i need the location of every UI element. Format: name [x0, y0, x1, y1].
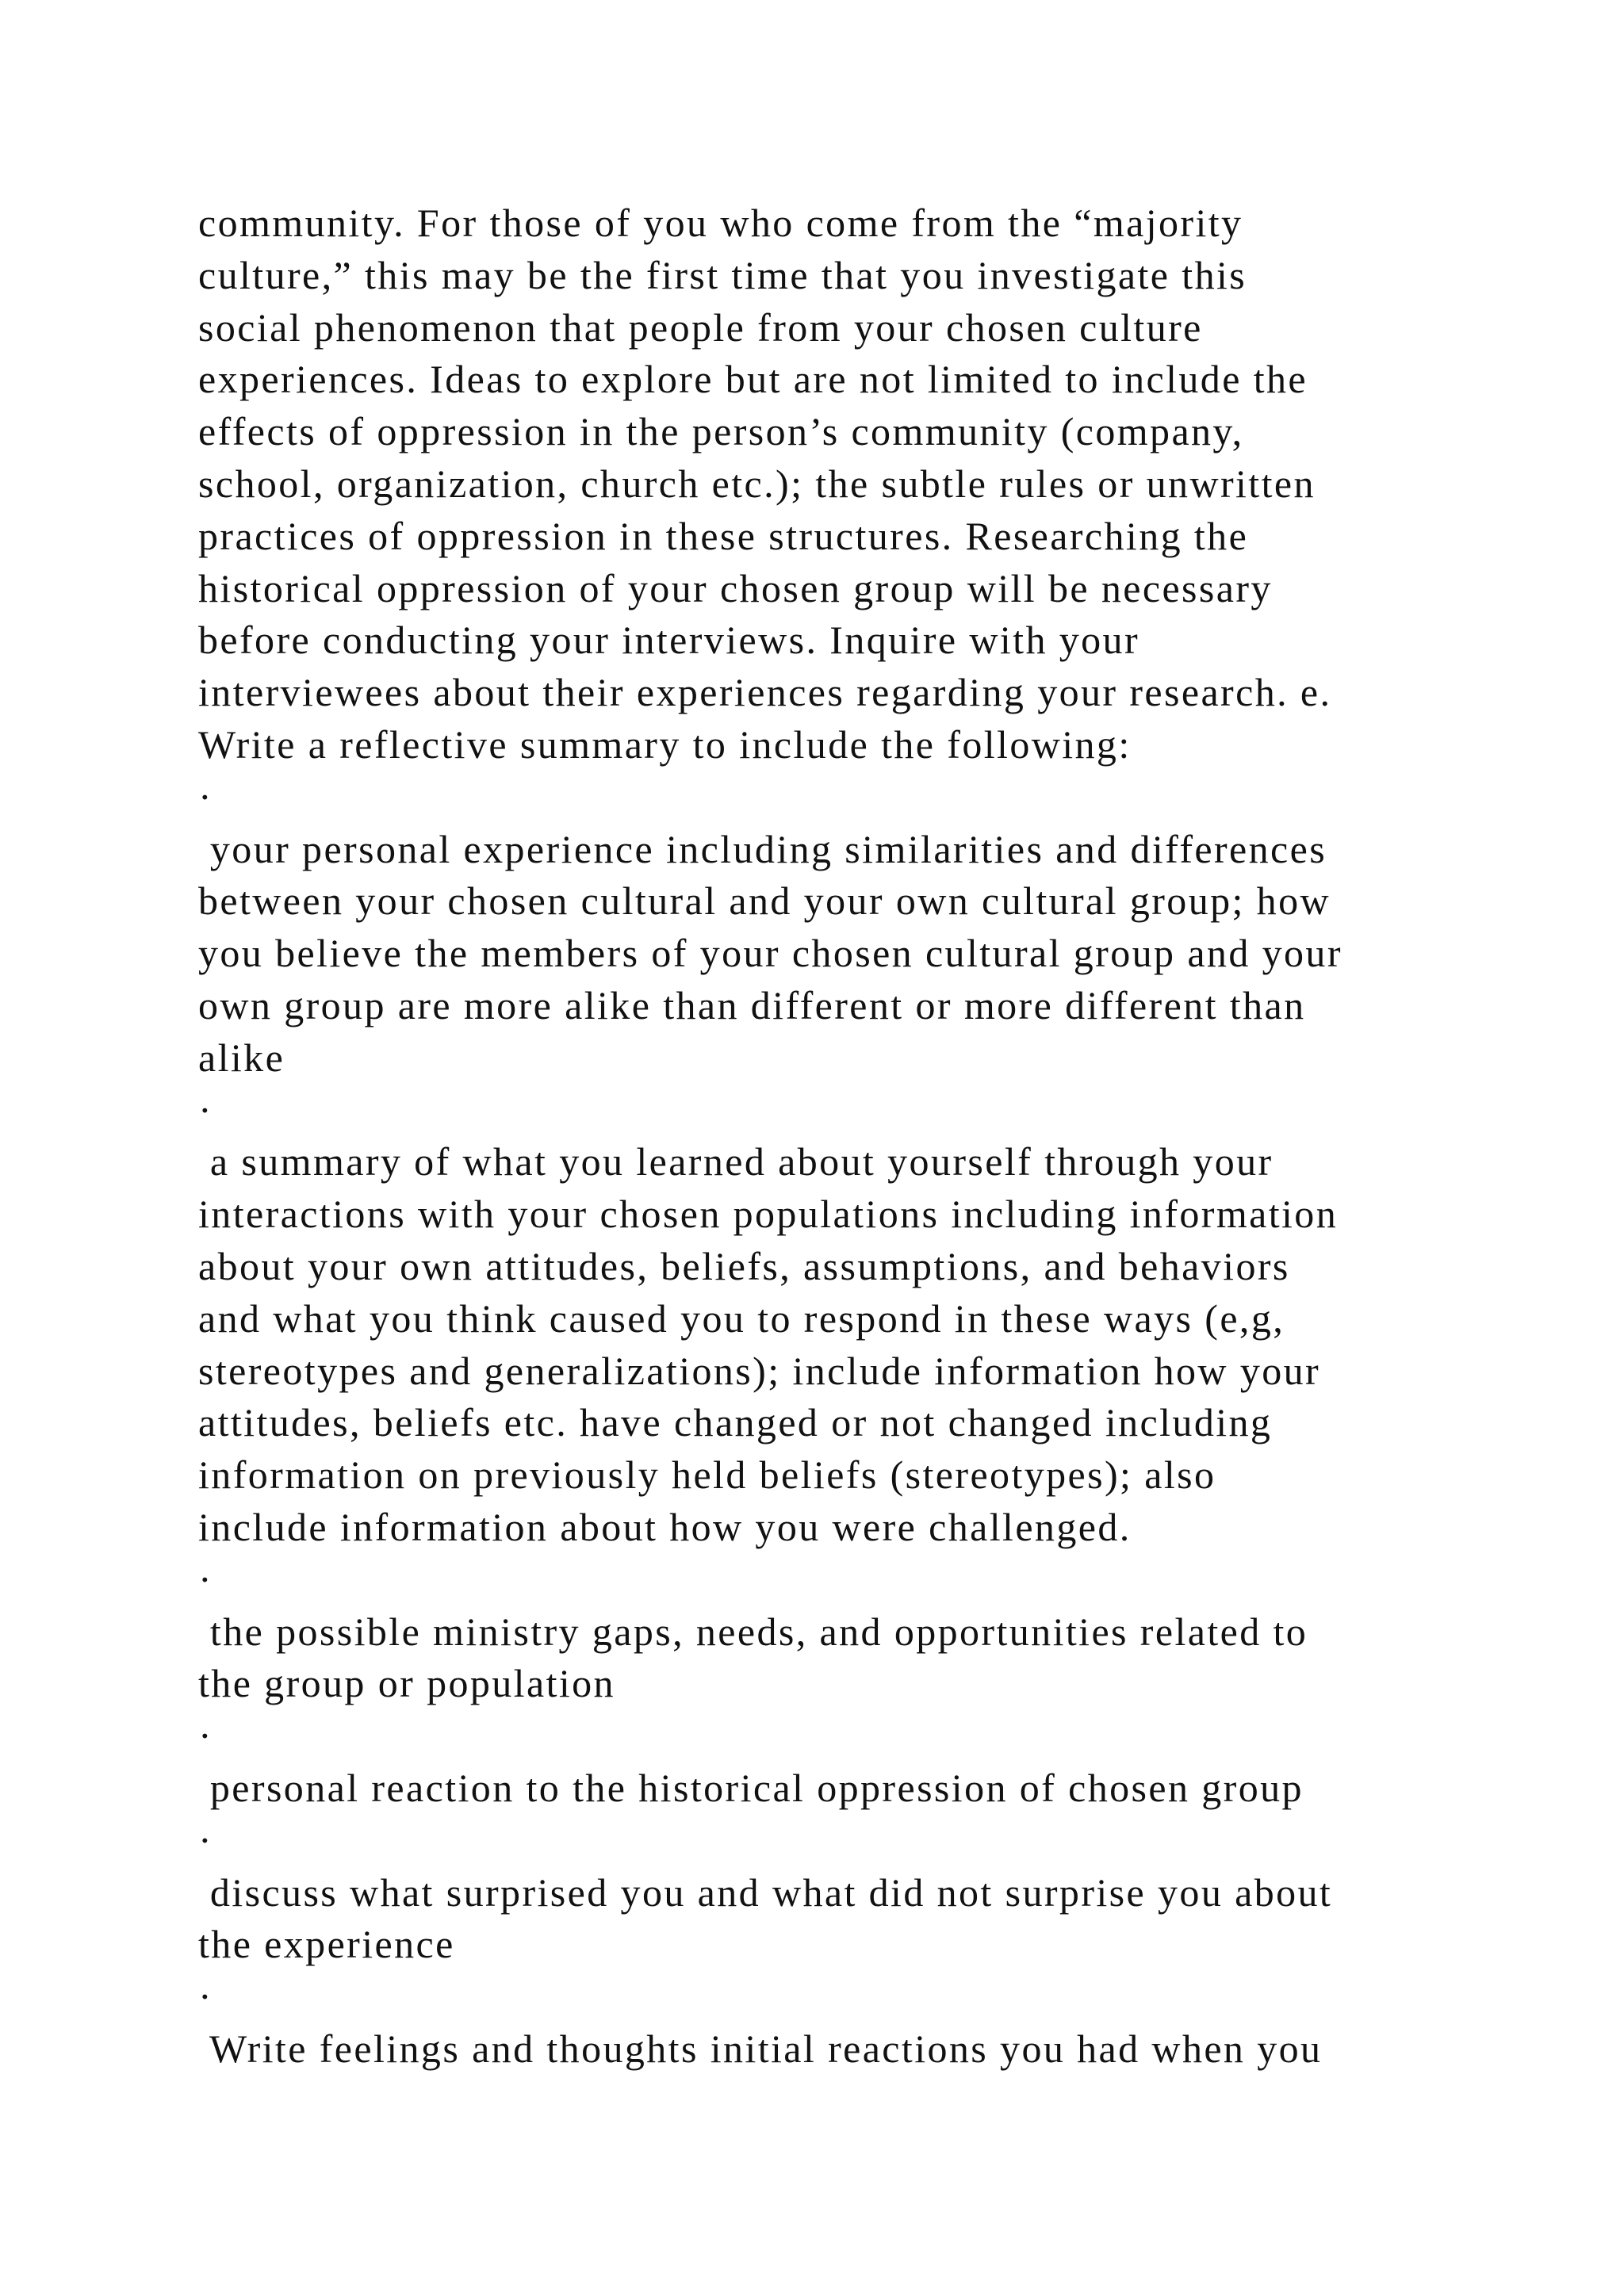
- text-line: before conducting your interviews. Inquire with your: [198, 618, 1140, 663]
- document-body: [198, 197, 1546, 2076]
- bullet-marker: ·: [198, 1087, 214, 1132]
- text-line: the possible ministry gaps, needs, and opportunities related to: [198, 1609, 1308, 1654]
- text-line: your personal experience including similarities and differences: [198, 826, 1327, 871]
- text-line: a summary of what you learned about yourself through your: [198, 1139, 1274, 1184]
- text-line: attitudes, beliefs etc. have changed or not changed including: [198, 1400, 1273, 1445]
- text-line: stereotypes and generalizations); include information how your: [198, 1348, 1321, 1393]
- text-line: culture,” this may be the first time that you investigate this: [198, 252, 1247, 297]
- text-line: interviewees about their experiences regarding your research. e.: [198, 670, 1332, 715]
- text-line: historical oppression of your chosen group will be necessary: [198, 565, 1273, 610]
- text-line: between your chosen cultural and your own cultural group; how: [198, 878, 1331, 924]
- text-line: social phenomenon that people from your chosen culture: [198, 304, 1203, 350]
- text-line: Write feelings and thoughts initial reactions you had when you: [198, 2026, 1323, 2071]
- text-line: about your own attitudes, beliefs, assumptions, and behaviors: [198, 1243, 1290, 1288]
- text-line: Write a reflective summary to include the following:: [198, 721, 1132, 767]
- text-line: practices of oppression in these structures. Researching the: [198, 513, 1249, 558]
- bullet-marker: ·: [198, 1713, 214, 1758]
- text-line: experiences. Ideas to explore but are not limited to include the: [198, 357, 1308, 402]
- text-line: alike: [198, 1035, 285, 1080]
- text-line: and what you think caused you to respond in these ways (e,g,: [198, 1295, 1285, 1341]
- text-line: personal reaction to the historical oppression of chosen group: [198, 1765, 1304, 1810]
- text-line: include information about how you were challenged.: [198, 1504, 1132, 1549]
- text-line: interactions with your chosen populations including information: [198, 1192, 1339, 1237]
- text-line: discuss what surprised you and what did not surprise you about: [198, 1869, 1333, 1915]
- text-line: school, organization, church etc.); the subtle rules or unwritten: [198, 461, 1316, 506]
- bullet-marker: ·: [198, 774, 214, 819]
- text-line: information on previously held beliefs (stereotypes); also: [198, 1452, 1216, 1498]
- bullet-marker: ·: [198, 1817, 214, 1862]
- text-line: effects of oppression in the person’s community (company,: [198, 409, 1244, 454]
- text-line: community. For those of you who come from the “majority: [198, 201, 1243, 245]
- bullet-marker: ·: [198, 1974, 214, 2019]
- text-line: you believe the members of your chosen cultural group and your: [198, 931, 1342, 976]
- text-line: the group or population: [198, 1661, 615, 1706]
- bullet-marker: ·: [198, 1556, 214, 1601]
- text-line: own group are more alike than different or more different than: [198, 982, 1306, 1027]
- text-line: the experience: [198, 1922, 455, 1967]
